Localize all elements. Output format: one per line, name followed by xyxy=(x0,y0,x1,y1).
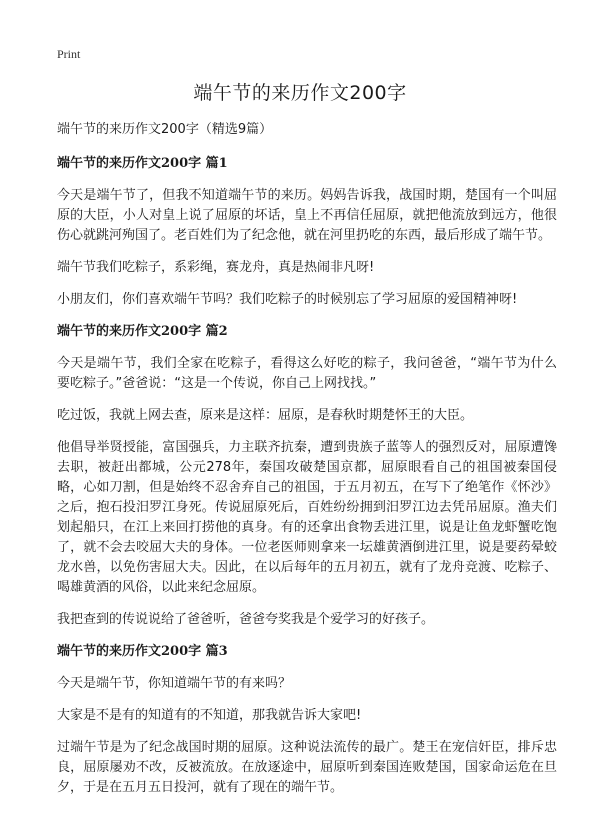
section-1 xyxy=(57,154,557,310)
section-heading: 端午节的来历作文200字 篇3 xyxy=(57,644,228,659)
paragraph: 他倡导举贤授能，富国强兵，力主联齐抗秦，遭到贵族子蓝等人的强烈反对，屈原遭馋去职，被赶出都城，公元278年，秦国攻破楚国京都，屈原眼看自己的祖国被秦国侵略，心如刀割，但是始终不忍舍弃自己的祖国，于五月初五，在写下了绝笔作《怀沙》之后，抱石投汨罗江身死。传说屈原死后，百姓纷纷拥到汨罗江边去凭吊屈原。渔夫们划起船只，在江上来回打捞他的真身。有的还拿出食物丢进江里，说是让鱼龙虾蟹吃饱了，就不会去咬屈大夫的身体。一位老医师则拿来一坛雄黄酒倒进江里，说是要药晕蛟龙水兽，以免伤害屈大夫。因此，在以后每年的五月初五，就有了龙舟竞渡、吃粽子、喝雄黄酒的风俗，以此来纪念屈原。 xyxy=(57,440,557,595)
paragraph: 吃过饭，我就上网去查，原来是这样：屈原，是春秋时期楚怀王的大臣。 xyxy=(57,408,474,423)
paragraph: 今天是端午节，你知道端午节的有来吗？ xyxy=(57,676,292,691)
paragraph: 小朋友们，你们喜欢端午节吗？我们吃粽子的时候别忘了学习屈原的爱国精神呀! xyxy=(57,292,518,307)
paragraph: 大家是不是有的知道有的不知道，那我就告诉大家吧! xyxy=(57,708,362,723)
section-3 xyxy=(57,642,557,798)
page-title: 端午节的来历作文200字 xyxy=(193,82,407,104)
section-heading: 端午节的来历作文200字 篇1 xyxy=(57,156,228,171)
article-body xyxy=(57,120,557,810)
section-2 xyxy=(57,322,557,630)
section-heading: 端午节的来历作文200字 篇2 xyxy=(57,324,228,339)
paragraph: 今天是端午节了，但我不知道端午节的来历。妈妈告诉我，战国时期，楚国有一个叫屈原的大臣，小人对皇上说了屈原的坏话，皇上不再信任屈原，就把他流放到远方，他很伤心就跳河殉国了。老百姓们为了纪念他，就在河里扔吃的东西，最后形成了端午节。 xyxy=(57,188,557,243)
paragraph: 过端午节是为了纪念战国时期的屈原。这种说法流传的最广。楚王在宠信奸臣，排斥忠良，屈原屡劝不改，反被流放。在放逐途中，屈原听到秦国连败楚国，国家命运危在旦夕，于是在五月五日投河，就有了现在的端午节。 xyxy=(57,740,557,795)
paragraph: 我把查到的传说说给了爸爸听，爸爸夸奖我是个爱学习的好孩子。 xyxy=(57,612,435,627)
paragraph: 今天是端午节，我们全家在吃粽子，看得这么好吃的粽子，我问爸爸，“端午节为什么要吃粽子。”爸爸说：“这是一个传说，你自己上网找找。” xyxy=(57,356,557,391)
paragraph: 端午节我们吃粽子，系彩绳，赛龙舟，真是热闹非凡呀! xyxy=(57,260,375,275)
print-link[interactable]: Print xyxy=(57,47,81,61)
article-subtitle: 端午节的来历作文200字（精选9篇） xyxy=(57,122,273,137)
